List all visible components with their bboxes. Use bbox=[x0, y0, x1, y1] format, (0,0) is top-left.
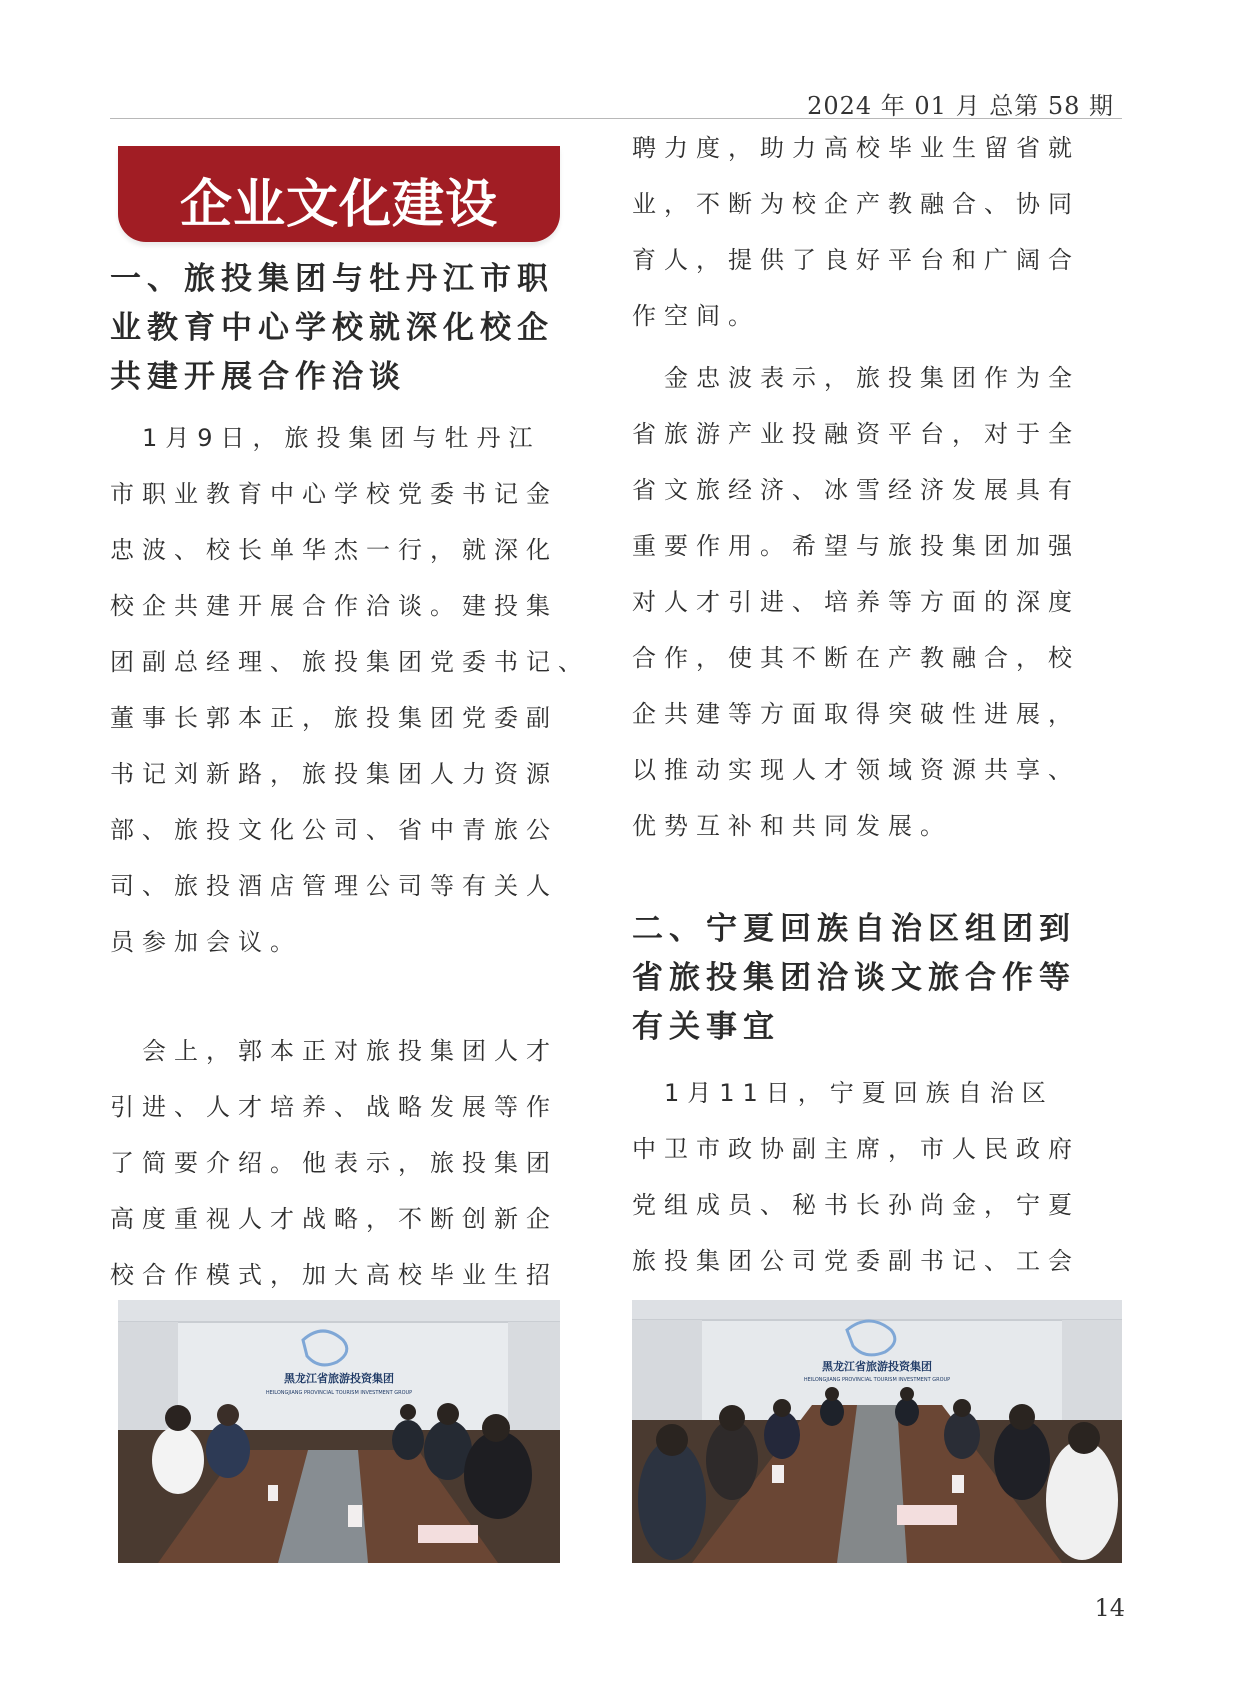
page-header bbox=[110, 80, 1122, 119]
article2-title bbox=[632, 905, 1076, 1052]
article1-title-line: 业教育中心学校就深化校企 bbox=[110, 310, 554, 346]
issue-info: 2024 年 01 月 总第 58 期 bbox=[807, 92, 1114, 120]
text-line: 校企共建开展合作洽谈。建投集 bbox=[110, 592, 558, 620]
text-line: 部、旅投文化公司、省中青旅公 bbox=[110, 816, 558, 844]
text-line: 1月11日，宁夏回族自治区 bbox=[632, 1079, 1054, 1107]
text-line: 高度重视人才战略，不断创新企 bbox=[110, 1205, 558, 1233]
wall-sign-text: 黑龙江省旅游投资集团 bbox=[822, 1360, 932, 1373]
meeting-photo-left bbox=[118, 1300, 560, 1563]
article1-title bbox=[110, 255, 554, 402]
text-line: 业，不断为校企产教融合、协同 bbox=[632, 190, 1080, 218]
article2-title-line: 二、宁夏回族自治区组团到 bbox=[632, 911, 1076, 947]
text-line: 1月9日，旅投集团与牡丹江 bbox=[110, 424, 541, 452]
article1-paragraph-2-continued bbox=[632, 120, 1080, 344]
text-line: 书记刘新路，旅投集团人力资源 bbox=[110, 760, 558, 788]
article1-paragraph-2 bbox=[110, 1023, 558, 1303]
text-line: 对人才引进、培养等方面的深度 bbox=[632, 588, 1080, 616]
article2-title-line: 有关事宜 bbox=[632, 1009, 780, 1045]
text-line: 省旅游产业投融资平台，对于全 bbox=[632, 420, 1080, 448]
text-line: 市职业教育中心学校党委书记金 bbox=[110, 480, 558, 508]
text-line: 校合作模式，加大高校毕业生招 bbox=[110, 1261, 558, 1289]
text-line: 会上，郭本正对旅投集团人才 bbox=[110, 1037, 558, 1065]
text-line: 忠波、校长单华杰一行，就深化 bbox=[110, 536, 558, 564]
wall-sign-text: 黑龙江省旅游投资集团 bbox=[284, 1372, 394, 1385]
wall-sign-english: HEILONGJIANG PROVINCIAL TOURISM INVESTMENT GROUP bbox=[803, 1377, 951, 1383]
article2-title-line: 省旅投集团洽谈文旅合作等 bbox=[632, 960, 1076, 996]
text-line: 省文旅经济、冰雪经济发展具有 bbox=[632, 476, 1080, 504]
article1-paragraph-1 bbox=[110, 410, 590, 970]
text-line: 重要作用。希望与旅投集团加强 bbox=[632, 532, 1080, 560]
wall-sign-english: HEILONGJIANG PROVINCIAL TOURISM INVESTMENT GROUP bbox=[265, 1390, 413, 1396]
text-line: 旅投集团公司党委副书记、工会 bbox=[632, 1247, 1080, 1275]
article2-paragraph-1 bbox=[632, 1065, 1080, 1289]
text-line: 育人，提供了良好平台和广阔合 bbox=[632, 246, 1080, 274]
article1-paragraph-3 bbox=[632, 350, 1080, 854]
text-line: 聘力度，助力高校毕业生留省就 bbox=[632, 134, 1080, 162]
text-line: 司、旅投酒店管理公司等有关人 bbox=[110, 872, 558, 900]
text-line: 团副总经理、旅投集团党委书记、 bbox=[110, 648, 590, 676]
text-line: 董事长郭本正，旅投集团党委副 bbox=[110, 704, 558, 732]
page-number: 14 bbox=[1094, 1594, 1125, 1622]
meeting-photo-right bbox=[632, 1300, 1122, 1563]
text-line: 党组成员、秘书长孙尚金，宁夏 bbox=[632, 1191, 1080, 1219]
article1-title-line: 一、旅投集团与牡丹江市职 bbox=[110, 261, 554, 297]
text-line: 引进、人才培养、战略发展等作 bbox=[110, 1093, 558, 1121]
text-line: 以推动实现人才领域资源共享、 bbox=[632, 756, 1080, 784]
text-line: 作空间。 bbox=[632, 302, 760, 330]
text-line: 优势互补和共同发展。 bbox=[632, 812, 952, 840]
text-line: 员参加会议。 bbox=[110, 928, 302, 956]
text-line: 了简要介绍。他表示，旅投集团 bbox=[110, 1149, 558, 1177]
text-line: 企共建等方面取得突破性进展， bbox=[632, 700, 1080, 728]
text-line: 金忠波表示，旅投集团作为全 bbox=[632, 364, 1080, 392]
text-line: 中卫市政协副主席，市人民政府 bbox=[632, 1135, 1080, 1163]
text-line: 合作，使其不断在产教融合，校 bbox=[632, 644, 1080, 672]
article1-title-line: 共建开展合作洽谈 bbox=[110, 359, 406, 395]
section-banner bbox=[118, 146, 560, 242]
section-title: 企业文化建设 bbox=[179, 175, 498, 235]
